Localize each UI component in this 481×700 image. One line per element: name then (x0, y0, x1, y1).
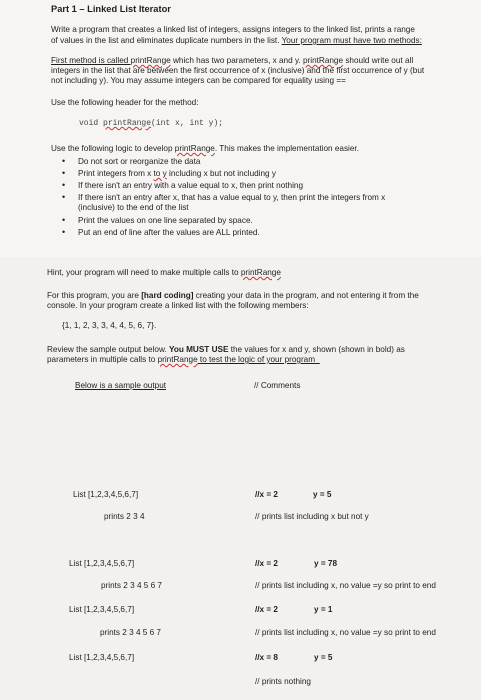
example-x-value: //x = 2 (255, 605, 278, 614)
bullet-6: Put an end of line after the values are ALL printed. (78, 228, 260, 237)
page-title: Part 1 – Linked List Iterator (51, 4, 171, 14)
example-list: List [1,2,3,4,5,6,7] (69, 559, 135, 568)
first-method-line-1: First method is called printRange which has two parameters, x and y. printRange should write out all (51, 56, 414, 65)
example-list: List [1,2,3,4,5,6,7] (73, 490, 139, 499)
example-x-value: //x = 8 (255, 653, 278, 662)
bullet-dot: • (62, 227, 66, 237)
bullet-4a: If there isn't an entry after x, that has a value equal to y, then print the integers from x (78, 193, 386, 202)
example-y-value: y = 5 (313, 490, 332, 499)
two-methods-note: Your program must have two methods: (281, 36, 422, 45)
example-prints: prints 2 3 4 5 6 7 (100, 628, 161, 637)
bullet-3: If there isn't an entry with a value equal to x, then print nothing (78, 181, 304, 190)
example-comment: // prints nothing (255, 677, 311, 686)
bullet-dot: • (62, 215, 66, 225)
bullet-2: Print integers from x to y including x but not including y (78, 169, 276, 178)
list-members: {1, 1, 2, 3, 3, 4, 4, 5, 6, 7}. (62, 321, 157, 330)
bullet-dot: • (62, 180, 66, 190)
example-prints: prints 2 3 4 5 6 7 (101, 581, 162, 590)
example-comment: // prints list including x, no value =y so print to end (255, 628, 436, 637)
comments-label: // Comments (254, 381, 301, 390)
example-prints: prints 2 3 4 (104, 512, 145, 521)
example-y-value: y = 5 (314, 653, 333, 662)
bullet-1: Do not sort or reorganize the data (78, 157, 201, 166)
hard-coding-line-2: console. In your program create a linked list with the following members: (47, 301, 309, 310)
header-label: Use the following header for the method: (51, 98, 199, 107)
example-list: List [1,2,3,4,5,6,7] (69, 605, 135, 614)
first-method-line-2: integers in the list that are between the first occurrence of x (inclusive) and the first occurrence of y (but (51, 66, 425, 75)
method-header-code: void printRange(int x, int y); (79, 119, 224, 128)
example-x-value: //x = 2 (255, 559, 278, 568)
sample-output-label: Below is a sample output (75, 381, 167, 390)
intro-line-2: of values in the list and eliminates duplicate numbers in the list. Your program must have two methods: (51, 36, 422, 45)
bullet-dot: • (62, 156, 66, 166)
intro-line-1: Write a program that creates a linked list of integers, assigns integers to the linked list, prints a range (51, 25, 415, 34)
bullet-dot: • (62, 168, 66, 178)
first-method-line-3: not including y). You may assume integers can be compared for equality using == (51, 76, 346, 85)
hard-coding-line-1: For this program, you are [hard coding] creating your data in the program, and not entering it from the (47, 291, 419, 300)
review-line-1: Review the sample output below. You MUST USE the values for x and y, shown (shown in bold) as (47, 345, 405, 354)
bullet-dot: • (62, 192, 66, 202)
example-comment: // prints list including x but not y (255, 512, 369, 521)
example-list: List [1,2,3,4,5,6,7] (69, 653, 135, 662)
review-line-2: parameters in multiple calls to printRange to test the logic of your program_ (47, 355, 320, 364)
example-x-value: //x = 2 (255, 490, 278, 499)
bullet-4b: (inclusive) to the end of the list (78, 203, 189, 212)
example-y-value: y = 1 (314, 605, 333, 614)
hint-line: Hint, your program will need to make multiple calls to printRange (47, 268, 281, 277)
logic-intro: Use the following logic to develop printRange. This makes the implementation easier. (51, 144, 359, 153)
example-comment: // prints list including x, no value =y so print to end (255, 581, 436, 590)
bullet-5: Print the values on one line separated by space. (78, 216, 253, 225)
example-y-value: y = 78 (314, 559, 337, 568)
